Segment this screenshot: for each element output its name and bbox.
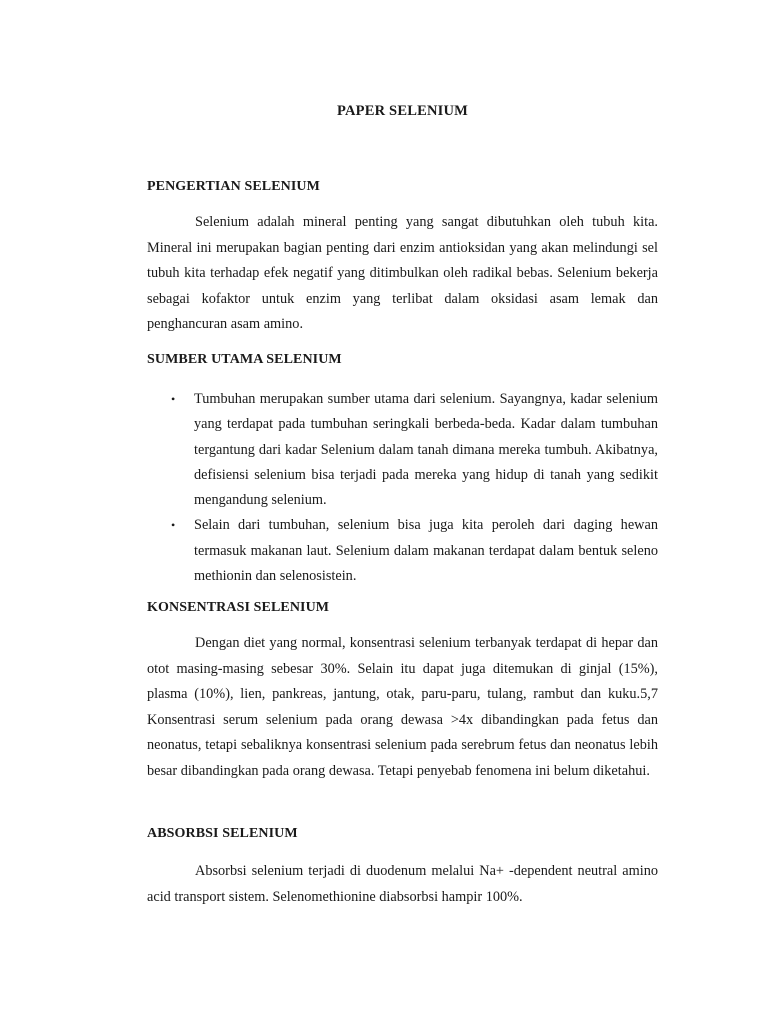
paragraph-absorbsi: Absorbsi selenium terjadi di duodenum melalui Na+ -dependent neutral amino acid transport sistem. Selenomethionine diabsorbsi hampir 100%. (147, 863, 658, 905)
bullet-list-sumber (147, 387, 658, 589)
list-item-text: Selain dari tumbuhan, selenium bisa juga kita peroleh dari daging hewan termasuk makanan laut. Selenium dalam makanan terdapat dalam bentuk seleno methionin dan selenosistein. (194, 517, 658, 585)
heading-sumber-utama: SUMBER UTAMA SELENIUM (147, 352, 342, 367)
list-item (147, 387, 658, 513)
paragraph-pengertian: Selenium adalah mineral penting yang sangat dibutuhkan oleh tubuh kita. Mineral ini merupakan bagian penting dari enzim antioksidan yang akan melindungi sel tubuh kita terhadap efek negatif yang ditimbulkan oleh radikal bebas. Selenium bekerja sebagai kofaktor untuk enzim yang terlibat dalam oksidasi asam lemak dan penghancuran asam amino. (147, 214, 658, 333)
list-item (147, 513, 658, 589)
list-item-text: Tumbuhan merupakan sumber utama dari selenium. Sayangnya, kadar selenium yang terdapat pada tumbuhan seringkali berbeda-beda. Kadar dalam tumbuhan tergantung dari kadar Selenium dalam tanah dimana mereka tumbuh. Akibatnya, defisiensi selenium bisa terjadi pada mereka yang hidup di tanah yang sedikit mengandung selenium. (194, 391, 658, 509)
heading-konsentrasi: KONSENTRASI SELENIUM (147, 600, 330, 615)
heading-pengertian: PENGERTIAN SELENIUM (147, 179, 320, 194)
bullet-icon: • (171, 392, 176, 406)
bullet-icon: • (171, 518, 176, 533)
paragraph-konsentrasi: Dengan diet yang normal, konsentrasi selenium terbanyak terdapat di hepar dan otot masing-masing sebesar 30%. Selain itu dapat juga ditemukan di ginjal (15%), plasma (10%), lien, pankreas, jantung, otak, paru-paru, tulang, rambut dan kuku.5,7 Konsentrasi serum selenium pada orang dewasa >4x dibandingkan pada fetus dan neonatus, tetapi sebaliknya konsentrasi selenium pada serebrum fetus dan neonatus lebih besar dibandingkan pada orang dewasa. Tetapi penyebab fenomena ini belum diketahui. (147, 635, 658, 779)
heading-absorbsi: ABSORBSI SELENIUM (147, 826, 298, 841)
document-title: PAPER SELENIUM (336, 103, 469, 119)
